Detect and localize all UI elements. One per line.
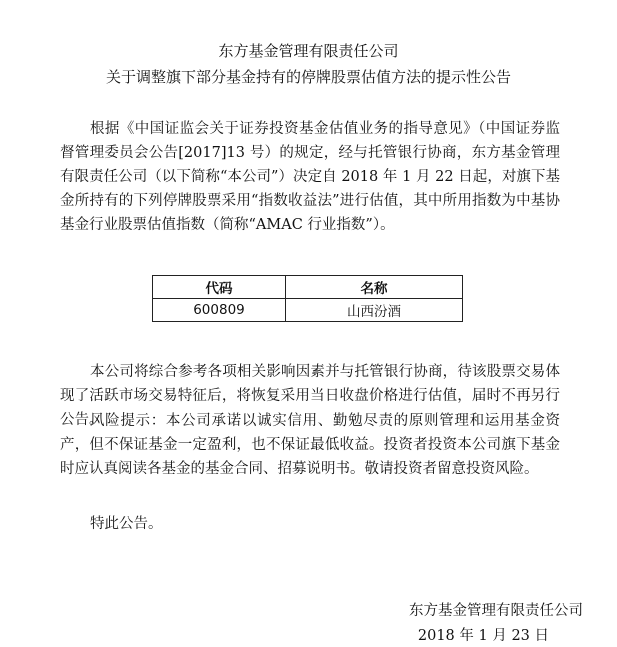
table-row	[153, 299, 463, 322]
company-heading: 东方基金管理有限责任公司	[218, 42, 399, 60]
paragraph-risk-notice: 风险提示：本公司承诺以诚实信用、勤勉尽责的原则管理和运用基金资产，但不保证基金一定盈利，也不保证最低收益。投资者投资本公司旗下基金时应认真阅读各基金的基金合同、招募说明书。敬请投资者留意投资风险。	[60, 413, 560, 477]
paragraph-closing: 特此公告。	[90, 516, 163, 532]
announcement-title: 关于调整旗下部分基金持有的停牌股票估值方法的提示性公告	[105, 68, 511, 86]
signature-date: 2018 年 1 月 23 日	[417, 628, 549, 644]
suspended-stock-table	[152, 275, 463, 322]
stock-code-cell: 600809	[153, 299, 286, 322]
paragraph-resume-valuation: 本公司将综合参考各项相关影响因素并与托管银行协商，待该股票交易体现了活跃市场交易特征后，将恢复采用当日收盘价格进行估值，届时不再另行公告。	[60, 364, 560, 428]
paragraph-valuation-method: 根据《中国证监会关于证券投资基金估值业务的指导意见》（中国证券监督管理委员会公告[2017]13 号）的规定，经与托管银行协商，东方基金管理有限责任公司（以下简称“本公司”）决定自 2018 年 1 月 22 日起，对旗下基金所持有的下列停牌股票采用“指数收益法”进行估值，其中所用指数为中基协基金行业股票估值指数（简称“AMAC 行业指数”）。	[60, 121, 560, 233]
table-header-code: 代码	[153, 276, 286, 299]
stock-name-cell: 山西汾酒	[286, 299, 463, 322]
table-header-name: 名称	[286, 276, 463, 299]
table-header-row	[153, 276, 463, 299]
signature-company: 东方基金管理有限责任公司	[409, 603, 583, 619]
